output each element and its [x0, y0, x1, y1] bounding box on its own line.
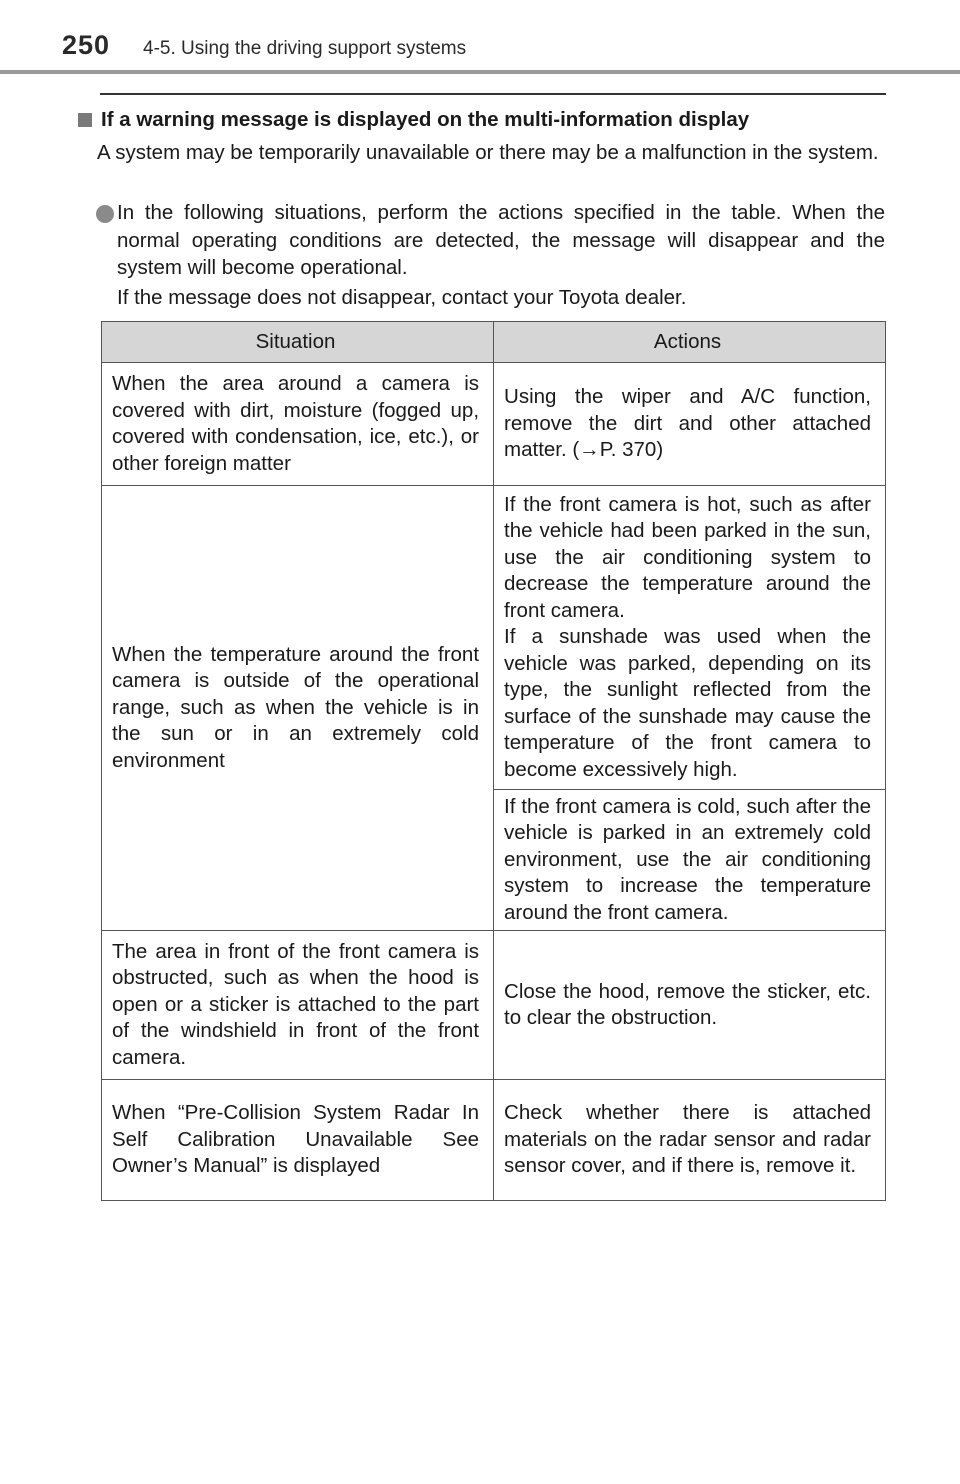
action-cell: Check whether there is attached materials on the radar sensor and radar sensor cover, and if there is, remove it.: [494, 1080, 886, 1201]
subsection-heading: [78, 108, 749, 132]
section-title: 4-5. Using the driving support systems: [143, 38, 467, 59]
bullet-paragraph: In the following situations, perform the actions specified in the table. When the normal operating conditions are detected, the message will disappear and the system will become operational.: [117, 201, 885, 279]
square-bullet-icon: [78, 113, 92, 127]
page-header: [0, 0, 960, 76]
warning-table: [101, 321, 886, 1201]
page-number: 250: [62, 30, 111, 60]
action-text: If a sunshade was used when the vehicle was parked, depending on its type, the sunlight reflected from the surface of the sunshade may cause the temperature of the front camera to become excessively high.: [504, 625, 871, 781]
situation-cell: When the area around a camera is covered with dirt, moisture (fogged up, covered with condensation, ice, etc.), or other foreign matter: [102, 363, 494, 486]
contact-paragraph: If the message does not disappear, contact your Toyota dealer.: [117, 286, 687, 309]
situation-cell: The area in front of the front camera is obstructed, such as when the hood is open or a sticker is attached to the part of the windshield in front of the front camera.: [102, 931, 494, 1080]
table-row: [102, 363, 886, 486]
action-text: If the front camera is hot, such as after the vehicle had been parked in the sun, use the air conditioning system to decrease the temperature around the front camera.: [504, 492, 871, 622]
table-header-row: [102, 322, 886, 363]
table-row: [102, 486, 886, 790]
action-cell: [494, 486, 886, 790]
column-header-actions: Actions: [494, 322, 886, 363]
intro-paragraph: A system may be temporarily unavailable or there may be a malfunction in the system.: [97, 141, 879, 164]
header-divider: [0, 70, 960, 74]
subsection-heading-text: If a warning message is displayed on the multi-information display: [101, 108, 750, 131]
situation-cell: When the temperature around the front camera is outside of the operational range, such as when the vehicle is in the sun or in an extremely cold environment: [102, 486, 494, 931]
table-row: [102, 931, 886, 1080]
action-cell: Using the wiper and A/C function, remove the dirt and other attached matter. (→P. 370): [494, 363, 886, 486]
circle-bullet-icon: [96, 205, 114, 223]
situation-cell: When “Pre-Collision System Radar In Self Calibration Unavailable See Owner’s Manual” is displayed: [102, 1080, 494, 1201]
action-cell: Close the hood, remove the sticker, etc. to clear the obstruction.: [494, 931, 886, 1080]
content-divider: [100, 93, 886, 95]
column-header-situation: Situation: [102, 322, 494, 363]
action-cell: If the front camera is cold, such after the vehicle is parked in an extremely cold environment, use the air conditioning system to increase the temperature around the front camera.: [494, 790, 886, 931]
table-row: [102, 1080, 886, 1201]
